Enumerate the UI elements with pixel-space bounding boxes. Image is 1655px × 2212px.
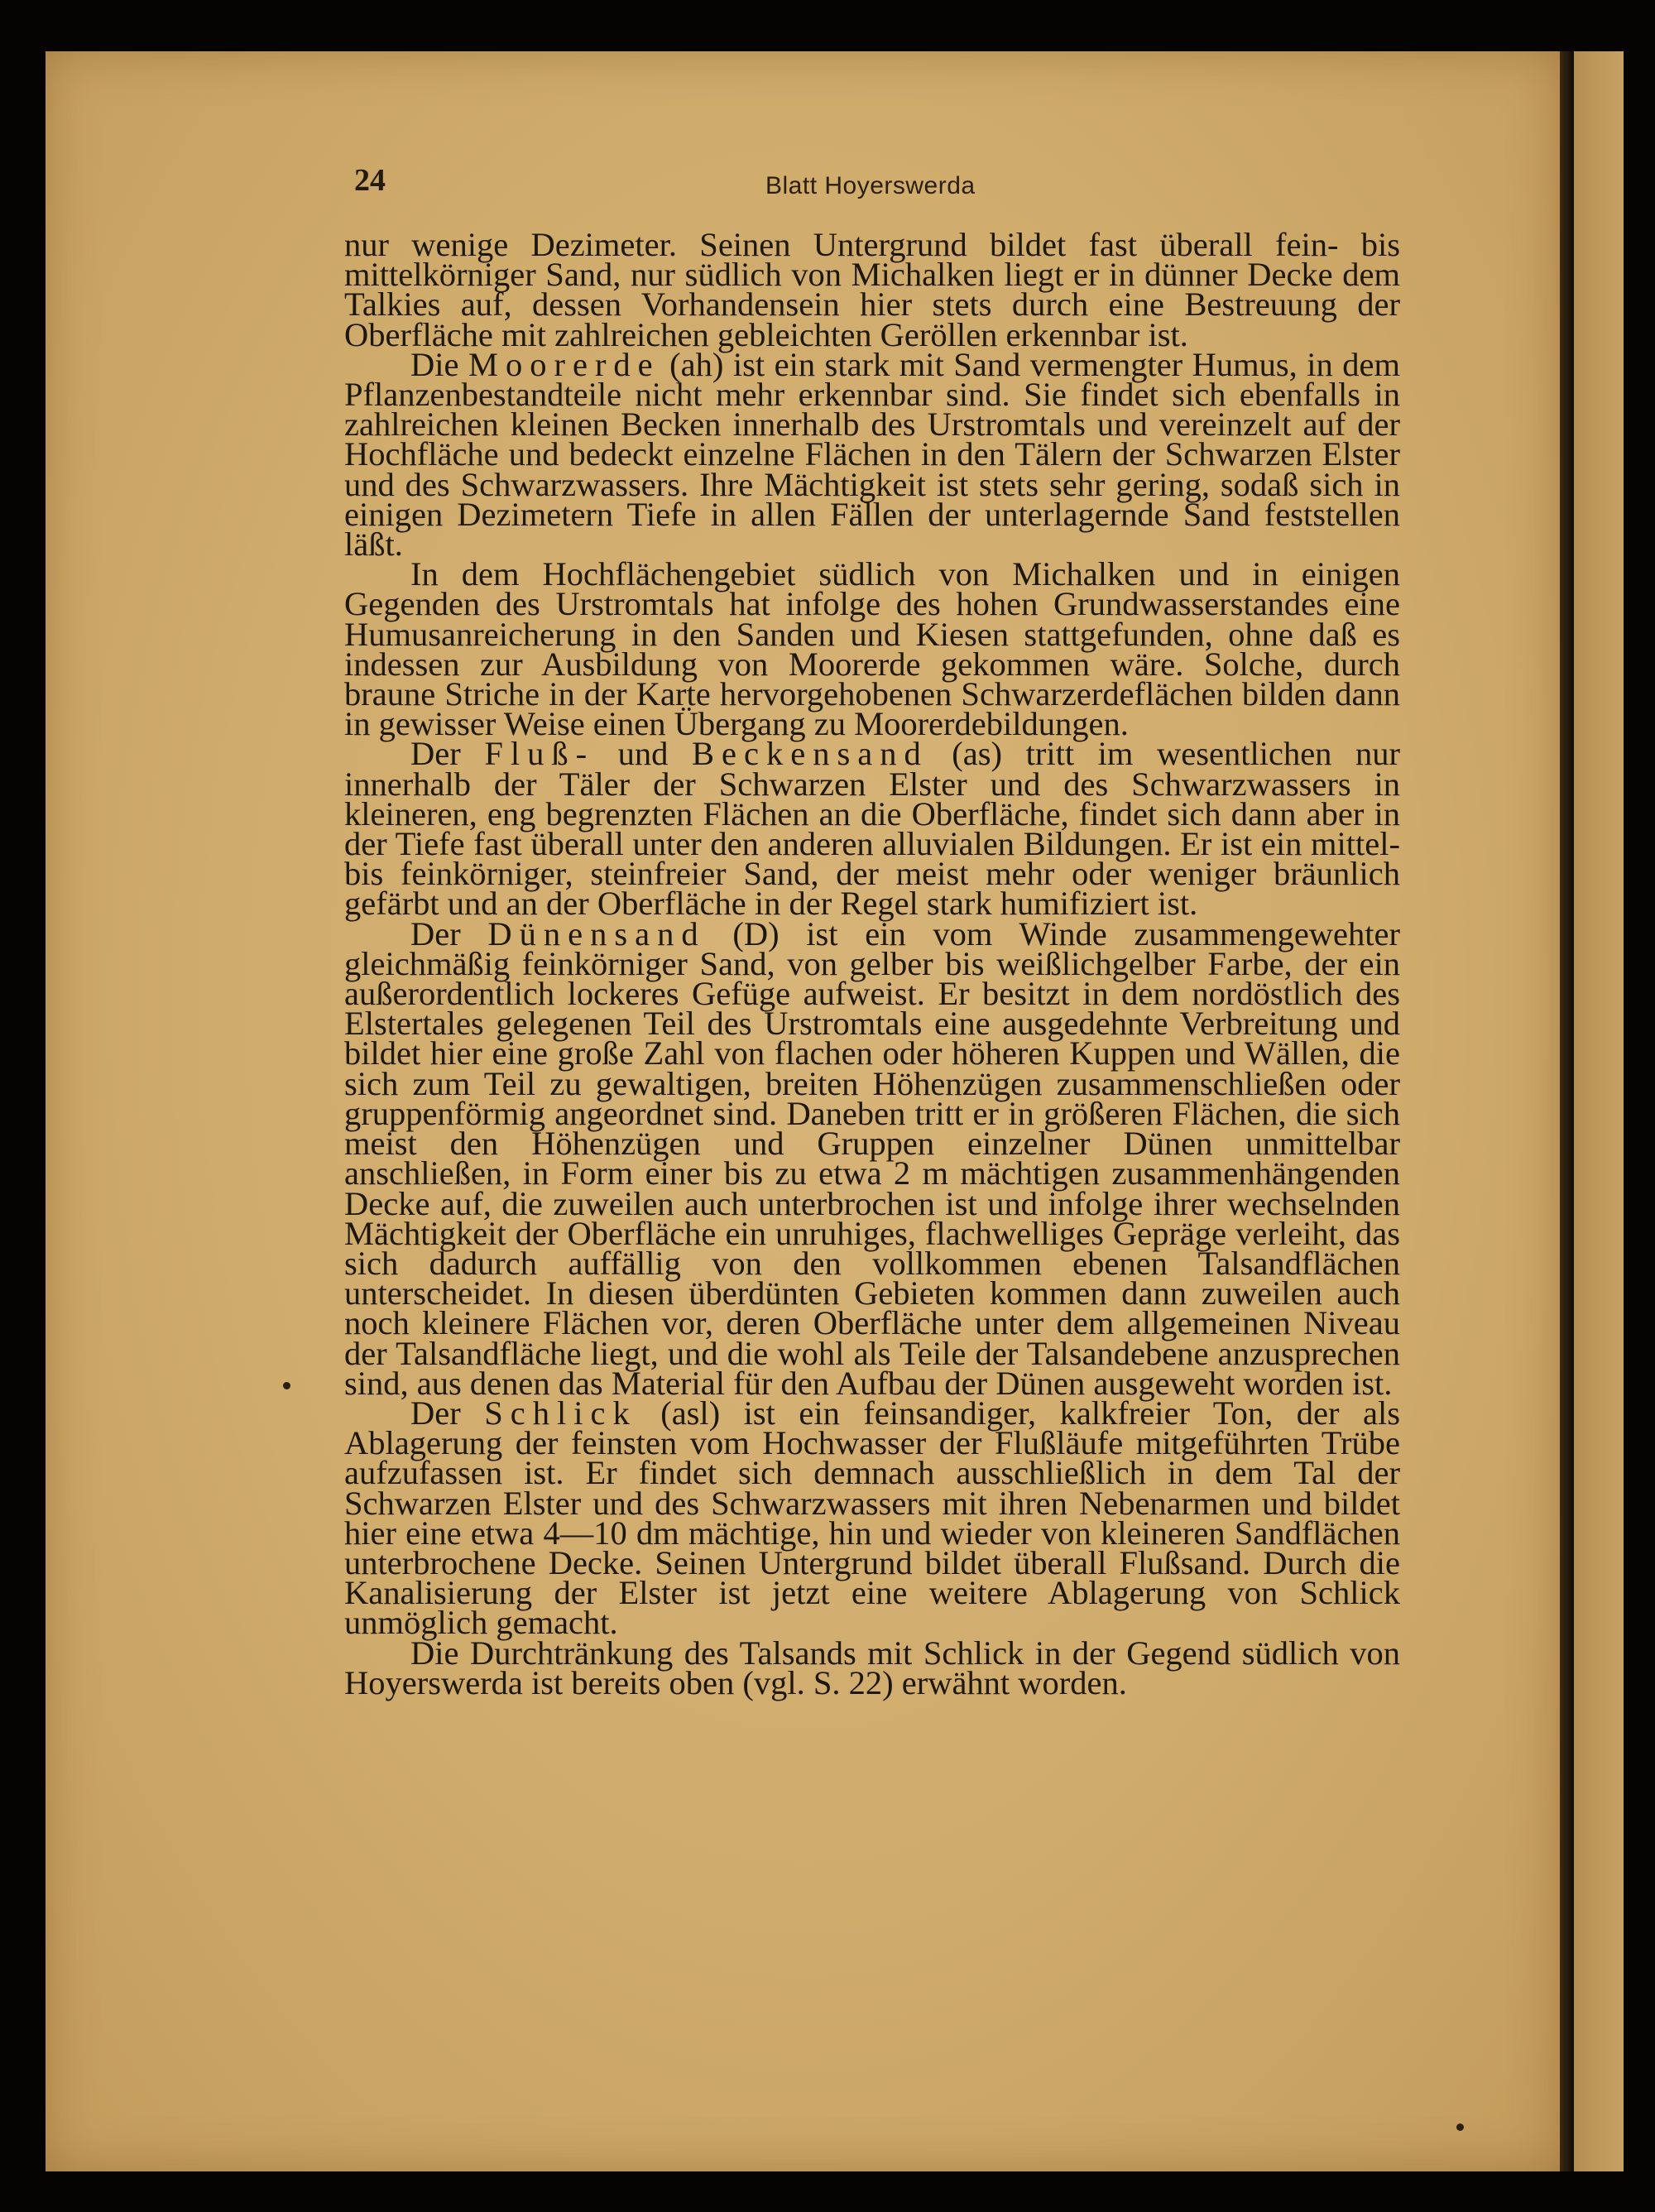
paragraph-body: (D) ist ein vom Winde zusammengewehter gleichmäßig feinkörniger Sand, von gelber bis weißlichgelber Farbe, der ein außerordentlich lockeres Gefüge aufweist. Er besitzt in dem nordöstlich des Elstertales gelegenen Teil des Urstromtals eine ausgedehnte Verbreitung und bildet hier eine große Zahl von flachen oder höheren Kuppen und Wällen, die sich zum Teil zu gewaltigen, breiten Höhenzügen zusammenschließen oder gruppenförmig angeordnet sind. Daneben tritt er in größeren Flächen, die sich meist den Höhenzügen und Gruppen einzelner Dünen unmittelbar anschließen, in Form einer bis zu etwa 2 m mächtigen zusammenhängenden Decke auf, die zuweilen auch unterbrochen ist und infolge ihrer wechselnden Mächtigkeit der Oberfläche ein unruhiges, flachwelliges Gepräge verleiht, das sich dadurch auffällig von den vollkommen ebenen Talsandflächen unterscheidet. In diesen überdünten Gebieten kommen dann zuweilen auch noch kleinere Flächen vor, deren Oberfläche unter dem allgemeinen Niveau der Talsandfläche liegt, und die wohl als Teile der Talsandebene anzusprechen sind, aus denen das Material für den Aufbau der Dünen ausgeweht worden ist. xyxy=(344,914,1400,1402)
term-moorerde: Moorerde xyxy=(468,345,660,383)
page-number: 24 xyxy=(354,163,386,198)
paragraph-body: (as) tritt im wesentlichen nur innerhalb der Täler der Schwarzen Elster und des Schwarzwassers in kleineren, eng begrenzten Flächen an die Oberfläche, findet sich dann aber in der Tiefe fast überall unter den anderen alluvialen Bildungen. Er ist ein mittel- bis feinkörniger, steinfreier Sand, der meist mehr oder weniger bräunlich gefärbt und an der Oberfläche in der Regel stark humifiziert ist. xyxy=(344,735,1401,923)
paragraph-duenensand xyxy=(344,914,1400,1402)
paragraph-lead: Der xyxy=(410,1394,485,1432)
paragraph-body: (ah) ist ein stark mit Sand vermengter Humus, in dem Pflanzenbestandteile nicht mehr erkennbar sind. Sie findet sich ebenfalls in zahlreichen kleinen Becken innerhalb des Urstromtals und vereinzelt auf der Hochfläche und bedeckt einzelne Flächen in den Tälern der Schwarzen Elster und des Schwarzwassers. Ihre Mächtigkeit ist stets sehr gering, sodaß sich in einigen Dezimetern Tiefe in allen Fällen der unterlagernde Sand feststellen läßt. xyxy=(344,345,1400,564)
paragraph-connector: und xyxy=(594,735,693,773)
term-schlick: Schlick xyxy=(484,1394,637,1432)
paragraph-humusanreicherung: In dem Hochflächengebiet südlich von Michalken und in einigen Gegenden des Urstromtals hat infolge des hohen Grundwasserstandes eine Humusanreicherung in den Sanden und Kiesen stattgefunden, ohne daß es indessen zur Ausbildung von Moorerde gekommen wäre. Solche, durch braune Striche in der Karte hervorgehobenen Schwarzerdeflächen bilden dann in gewisser Weise einen Übergang zu Moorerdebildungen. xyxy=(344,555,1400,743)
paragraph-flusssand xyxy=(344,735,1401,923)
ink-speck xyxy=(1456,2123,1464,2131)
paragraph-lead: Der xyxy=(410,735,485,773)
term-fluss: Fluß- xyxy=(484,735,595,773)
paragraph-lead: Die xyxy=(410,345,468,383)
running-title: Blatt Hoyerswerda xyxy=(765,172,976,199)
paragraph-schlick xyxy=(344,1394,1400,1642)
paragraph-moorerde xyxy=(344,345,1400,564)
book-gutter xyxy=(1560,51,1574,2171)
body-text xyxy=(344,226,1401,1701)
paragraph-lead: Der xyxy=(410,914,488,952)
paragraph-body: (asl) ist ein feinsandiger, kalkfreier Ton, der als Ablagerung der feinsten vom Hochwasser der Flußläufe mitgeführten Trübe aufzufassen ist. Er findet sich demnach ausschließlich in dem Tal der Schwarzen Elster und des Schwarzwassers mit ihren Nebenarmen und bildet hier eine etwa 4—10 dm mächtige, hin und wieder von kleineren Sandflächen unterbrochene Decke. Seinen Untergrund bildet überall Flußsand. Durch die Kanalisierung der Elster ist jetzt eine weitere Ablagerung von Schlick unmöglich gemacht. xyxy=(344,1394,1400,1642)
ink-speck xyxy=(283,1382,290,1389)
adjacent-page-edge xyxy=(1574,51,1624,2171)
term-duenensand: Dünensand xyxy=(487,914,706,952)
paragraph-schwarzerde-continued: nur wenige Dezimeter. Seinen Untergrund bildet fast überall fein- bis mittelkörniger Sand, nur südlich von Michalken liegt er in dünner Decke dem Talkies auf, dessen Vorhandensein hier stets durch eine Bestreuung der Oberfläche mit zahlreichen gebleichten Geröllen erkennbar ist. xyxy=(344,226,1400,353)
paragraph-durchtraenkung: Die Durchtränkung des Talsands mit Schlick in der Gegend südlich von Hoyerswerda ist bereits oben (vgl. S. 22) erwähnt worden. xyxy=(344,1634,1400,1701)
term-beckensand: Beckensand xyxy=(692,735,928,773)
